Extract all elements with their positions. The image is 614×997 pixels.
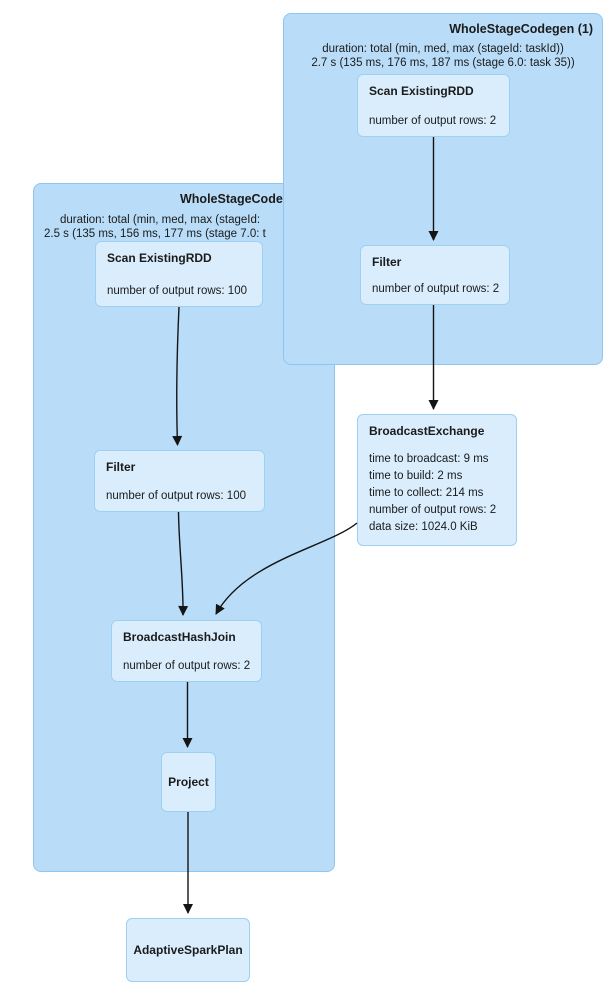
cluster-title: WholeStageCodegen (1): [449, 22, 593, 36]
cluster-duration-value: 2.7 s (135 ms, 176 ms, 187 ms (stage 6.0: task 35)): [311, 57, 575, 69]
node-metric: time to broadcast: 9 ms: [369, 453, 489, 465]
node-metric: time to collect: 214 ms: [369, 487, 484, 499]
node-metric: number of output rows: 2: [372, 283, 500, 295]
node-metric: number of output rows: 2: [369, 504, 497, 516]
plan-node-scan-existingrdd-right[interactable]: [357, 74, 510, 137]
plan-node-filter-right[interactable]: [360, 245, 510, 305]
node-title: Scan ExistingRDD: [369, 84, 474, 98]
cluster-duration-value: 2.5 s (135 ms, 156 ms, 177 ms (stage 7.0: t: [44, 228, 266, 240]
plan-node-broadcasthashjoin[interactable]: [111, 620, 262, 682]
node-title: Project: [168, 775, 209, 789]
node-title: BroadcastExchange: [369, 424, 485, 438]
cluster-wholestagecodegen-1: [283, 13, 603, 365]
plan-node-project[interactable]: [161, 752, 216, 812]
node-metric: number of output rows: 2: [369, 115, 497, 127]
node-metric: data size: 1024.0 KiB: [369, 521, 478, 533]
cluster-duration-header: duration: total (min, med, max (stageId: taskId)): [322, 43, 564, 55]
plan-node-broadcastexchange[interactable]: [357, 414, 517, 546]
node-metric: number of output rows: 100: [107, 285, 247, 297]
node-title: Scan ExistingRDD: [107, 251, 212, 265]
cluster-duration-header: duration: total (min, med, max (stageId:: [60, 214, 261, 226]
plan-node-adaptivesparkplan[interactable]: [126, 918, 250, 982]
node-metric: number of output rows: 2: [123, 660, 251, 672]
cluster-title: WholeStageCode: [180, 192, 283, 206]
node-metric: number of output rows: 100: [106, 490, 246, 502]
node-title: Filter: [106, 460, 136, 474]
node-title: Filter: [372, 255, 402, 269]
plan-node-scan-existingrdd-left[interactable]: [95, 241, 263, 307]
node-title: BroadcastHashJoin: [123, 630, 236, 644]
node-metric: time to build: 2 ms: [369, 470, 463, 482]
plan-node-filter-left[interactable]: [94, 450, 265, 512]
node-title: AdaptiveSparkPlan: [133, 943, 243, 957]
node-metrics-block: [369, 451, 505, 536]
